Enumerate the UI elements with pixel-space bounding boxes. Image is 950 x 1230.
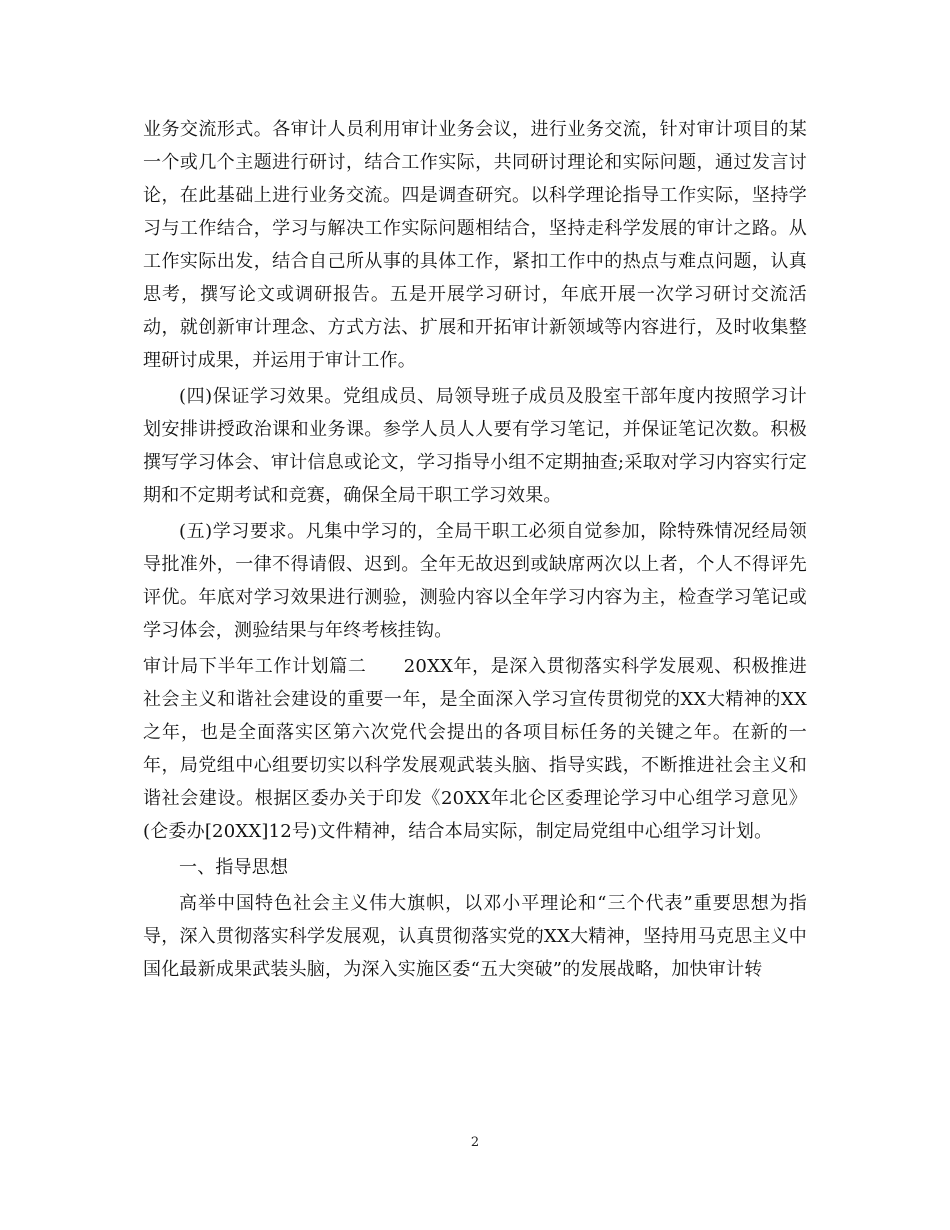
heading-guiding-ideology: 一、指导思想	[179, 857, 289, 878]
document-body	[143, 113, 807, 986]
paragraph-plan-part-two: 审计局下半年工作计划篇二 20XX年，是深入贯彻落实科学发展观、积极推进社会主义和谐社会建设的重要一年，是全面深入学习宣传贯彻党的XX大精神的XX之年，也是全面落实区第六次党代会提出的各项目标任务的关键之年。在新的一年，局党组中心组要切实以科学发展观武装头脑、指导实践，不断推进社会主义和谐社会建设。根据区委办关于印发《20XX年北仑区委理论学习中心组学习意见》(仑委办[20XX]12号)文件精神，结合本局实际，制定局党组中心组学习计划。	[143, 656, 807, 842]
page-number: 2	[470, 1135, 480, 1150]
paragraph-learning-requirements: (五)学习要求。凡集中学习的，全局干职工必须自觉参加，除特殊情况经局领导批准外，一律不得请假、迟到。全年无故迟到或缺席两次以上者，个人不得评先评优。年底对学习效果进行测验，测验内容以全年学习内容为主，检查学习笔记或学习体会，测验结果与年终考核挂钩。	[143, 521, 807, 641]
paragraph-audit-exchange: 业务交流形式。各审计人员利用审计业务会议，进行业务交流，针对审计项目的某一个或几个主题进行研讨，结合工作实际，共同研讨理论和实际问题，通过发言讨论，在此基础上进行业务交流。四是调查研究。以科学理论指导工作实际，坚持学习与工作结合，学习与解决工作实际问题相结合，坚持走科学发展的审计之路。从工作实际出发，结合自己所从事的具体工作，紧扣工作中的热点与难点问题，认真思考，撰写论文或调研报告。五是开展学习研讨，年底开展一次学习研讨交流活动，就创新审计理念、方式方法、扩展和开拓审计新领域等内容进行，及时收集整理研讨成果，并运用于审计工作。	[143, 119, 807, 371]
paragraph-learning-effect: (四)保证学习效果。党组成员、局领导班子成员及股室干部年度内按照学习计划安排讲授政治课和业务课。参学人员人人要有学习笔记，并保证笔记次数。积极撰写学习体会、审计信息或论文，学习指导小组不定期抽查;采取对学习内容实行定期和不定期考试和竞赛，确保全局干职工学习效果。	[143, 386, 807, 506]
paragraph-guiding-ideology: 高举中国特色社会主义伟大旗帜，以邓小平理论和“三个代表”重要思想为指导，深入贯彻落实科学发展观，认真贯彻落实党的XX大精神，坚持用马克思主义中国化最新成果武装头脑，为深入实施区委“五大突破”的发展战略，加快审计转	[143, 893, 807, 980]
